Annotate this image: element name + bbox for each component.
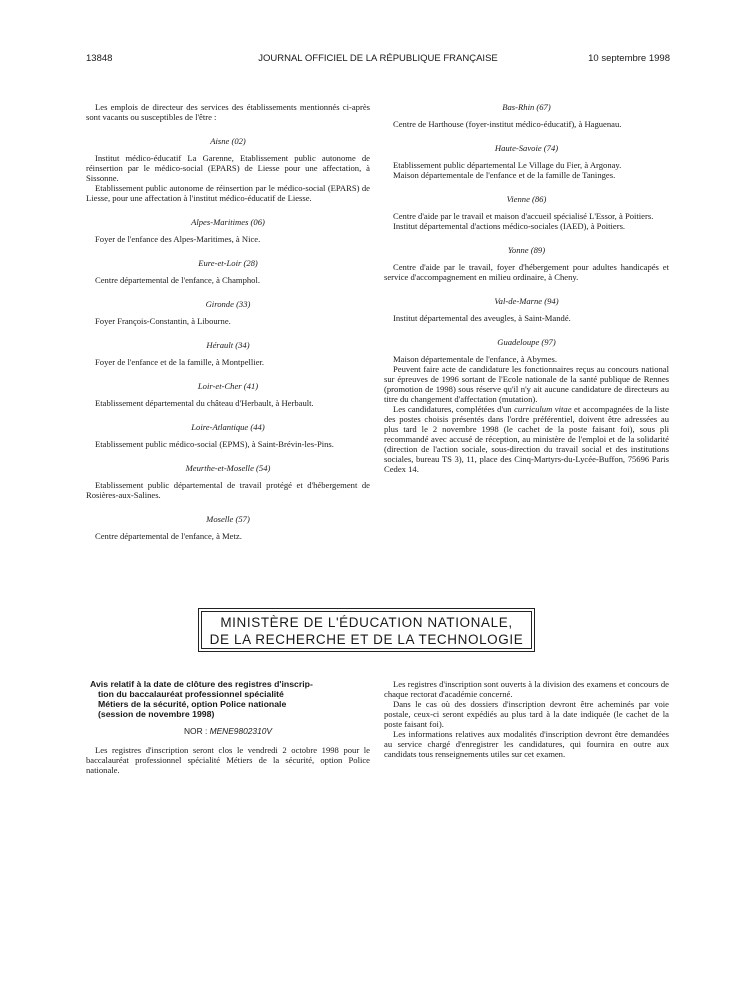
dossier-paragraph bbox=[384, 404, 669, 474]
avis-right-column bbox=[384, 679, 669, 759]
establishment-entry: Foyer de l'enfance des Alpes-Maritimes, à Nice. bbox=[95, 234, 261, 244]
establishment-entry: Foyer de l'enfance et de la famille, à Montpellier. bbox=[95, 357, 265, 367]
avis-title-line: Avis relatif à la date de clôture des registres d'inscrip- bbox=[90, 679, 313, 689]
avis-paragraph: Dans le cas où des dossiers d'inscription devront être acheminés par voie postale, ceux-ci seront expédiés au plus tard à la date indiquée (le cachet de la poste faisant foi). bbox=[384, 699, 669, 729]
ministry-heading-box bbox=[201, 611, 532, 649]
dept-heading: Yonne (89) bbox=[507, 245, 546, 255]
candidature-paragraph: Peuvent faire acte de candidature les fonctionnaires reçus au concours national sur épreuves de 1996 sortant de l'Ecole nationale de la santé publique de Rennes (promotion de 1998) sous réserve qu'il n'y ait aucune candidature de directeurs au titre du changement d'affectation (mutation). bbox=[384, 364, 669, 404]
avis-title-line: tion du baccalauréat professionnel spécialité bbox=[98, 689, 284, 699]
avis-paragraph: Les informations relatives aux modalités d'inscription devront être demandées au service chargé d'enregistrer les candidatures, qui fournira en outre aux candidats tous renseignements utiles sur cet examen. bbox=[384, 729, 669, 759]
establishment-entry: Centre départemental de l'enfance, à Champhol. bbox=[95, 275, 260, 285]
establishment-entry: Institut médico-éducatif La Garenne, Etablissement public autonome de réinsertion par le médico-social (EPARS) de Liesse pour une affectation, à Sissonne. bbox=[86, 153, 370, 183]
issue-date: 10 septembre 1998 bbox=[588, 53, 670, 64]
page-number: 13848 bbox=[86, 53, 113, 64]
avis-paragraph: Les registres d'inscription seront clos le vendredi 2 octobre 1998 pour le baccalauréat professionnel spécialité Métiers de la sécurité, option Police nationale. bbox=[86, 745, 370, 775]
dept-heading: Alpes-Maritimes (06) bbox=[191, 217, 265, 227]
curriculum-vitae-term: curriculum vitae bbox=[514, 404, 572, 414]
establishment-entry: Institut départemental des aveugles, à Saint-Mandé. bbox=[393, 313, 571, 323]
dossier-text-end: et accompagnées de la liste des postes choisis présentés dans l'ordre préférentiel, doivent être adressées au plus tard le 2 novembre 1998 (le cachet de la poste faisant foi), sous pli recommandé avec accusé de réception, au ministère de l'emploi et de la solidarité (direction de l'action sociale, sous-direction du travail social et des institutions sociales, bureau TS 3), 11, place des Cinq-Martyrs-du-Lycée-Buffon, 75696 Paris Cedex 14. bbox=[384, 404, 669, 474]
intro-paragraph: Les emplois de directeur des services des établissements mentionnés ci-après sont vacants ou susceptibles de l'être : bbox=[86, 102, 370, 122]
establishment-entry: Centre d'aide par le travail et maison d'accueil spécialisé L'Essor, à Poitiers. bbox=[393, 211, 654, 221]
dept-heading: Bas-Rhin (67) bbox=[502, 102, 551, 112]
dept-heading: Meurthe-et-Moselle (54) bbox=[185, 463, 271, 473]
ministry-line-1: MINISTÈRE DE L'ÉDUCATION NATIONALE, bbox=[220, 615, 513, 630]
left-column bbox=[86, 102, 370, 541]
dept-heading: Eure-et-Loir (28) bbox=[198, 258, 258, 268]
right-column bbox=[384, 102, 669, 474]
establishment-entry: Etablissement public départemental Le Village du Fier, à Argonay. bbox=[393, 160, 622, 170]
avis-title-line: (session de novembre 1998) bbox=[98, 709, 215, 719]
establishment-entry: Etablissement départemental du château d'Herbault, à Herbault. bbox=[95, 398, 314, 408]
dept-heading: Moselle (57) bbox=[206, 514, 250, 524]
establishment-entry: Centre départemental de l'enfance, à Metz. bbox=[95, 531, 242, 541]
establishment-entry: Maison départementale de l'enfance, à Abymes. bbox=[393, 354, 558, 364]
dept-heading: Gironde (33) bbox=[205, 299, 251, 309]
dept-heading: Loir-et-Cher (41) bbox=[197, 381, 259, 391]
establishment-entry: Institut départemental d'actions médico-sociales (IAED), à Poitiers. bbox=[393, 221, 626, 231]
nor-code: MENE9802310V bbox=[209, 726, 272, 736]
nor-label: NOR : bbox=[184, 726, 208, 736]
establishment-entry: Maison départementale de l'enfance et de la famille de Taninges. bbox=[393, 170, 616, 180]
establishment-entry: Etablissement public départemental de travail protégé et d'hébergement de Rosières-aux-Salines. bbox=[86, 480, 370, 500]
avis-title-line: Métiers de la sécurité, option Police nationale bbox=[98, 699, 287, 709]
establishment-entry: Foyer François-Constantin, à Libourne. bbox=[95, 316, 231, 326]
dept-heading: Aisne (02) bbox=[210, 136, 246, 146]
journal-title: JOURNAL OFFICIEL DE LA RÉPUBLIQUE FRANÇAISE bbox=[258, 53, 498, 64]
dept-heading: Val-de-Marne (94) bbox=[494, 296, 559, 306]
avis-title bbox=[90, 679, 366, 719]
dept-heading: Guadeloupe (97) bbox=[497, 337, 556, 347]
establishment-entry: Etablissement public médico-social (EPMS), à Saint-Brévin-les-Pins. bbox=[95, 439, 334, 449]
dept-heading: Hérault (34) bbox=[206, 340, 250, 350]
establishment-entry: Etablissement public autonome de réinsertion par le médico-social (EPARS) de Liesse, pour une affectation à l'institut médico-éducatif de Liesse. bbox=[86, 183, 370, 203]
avis-paragraph: Les registres d'inscription sont ouverts à la division des examens et concours de chaque rectorat d'académie concerné. bbox=[384, 679, 669, 699]
establishment-entry: Centre d'aide par le travail, foyer d'hébergement pour adultes handicapés et service d'accompagnement en milieu ordinaire, à Cheny. bbox=[384, 262, 669, 282]
ministry-line-2: DE LA RECHERCHE ET DE LA TECHNOLOGIE bbox=[209, 632, 524, 647]
dept-heading: Vienne (86) bbox=[506, 194, 547, 204]
dossier-text-start: Les candidatures, complétées d'un bbox=[393, 404, 515, 414]
dept-heading: Haute-Savoie (74) bbox=[494, 143, 559, 153]
nor-reference bbox=[86, 726, 370, 736]
establishment-entry: Centre de Harthouse (foyer-institut médico-éducatif), à Haguenau. bbox=[393, 119, 622, 129]
page-header bbox=[86, 53, 670, 67]
avis-left-column bbox=[86, 679, 370, 775]
dept-heading: Loire-Atlantique (44) bbox=[191, 422, 265, 432]
